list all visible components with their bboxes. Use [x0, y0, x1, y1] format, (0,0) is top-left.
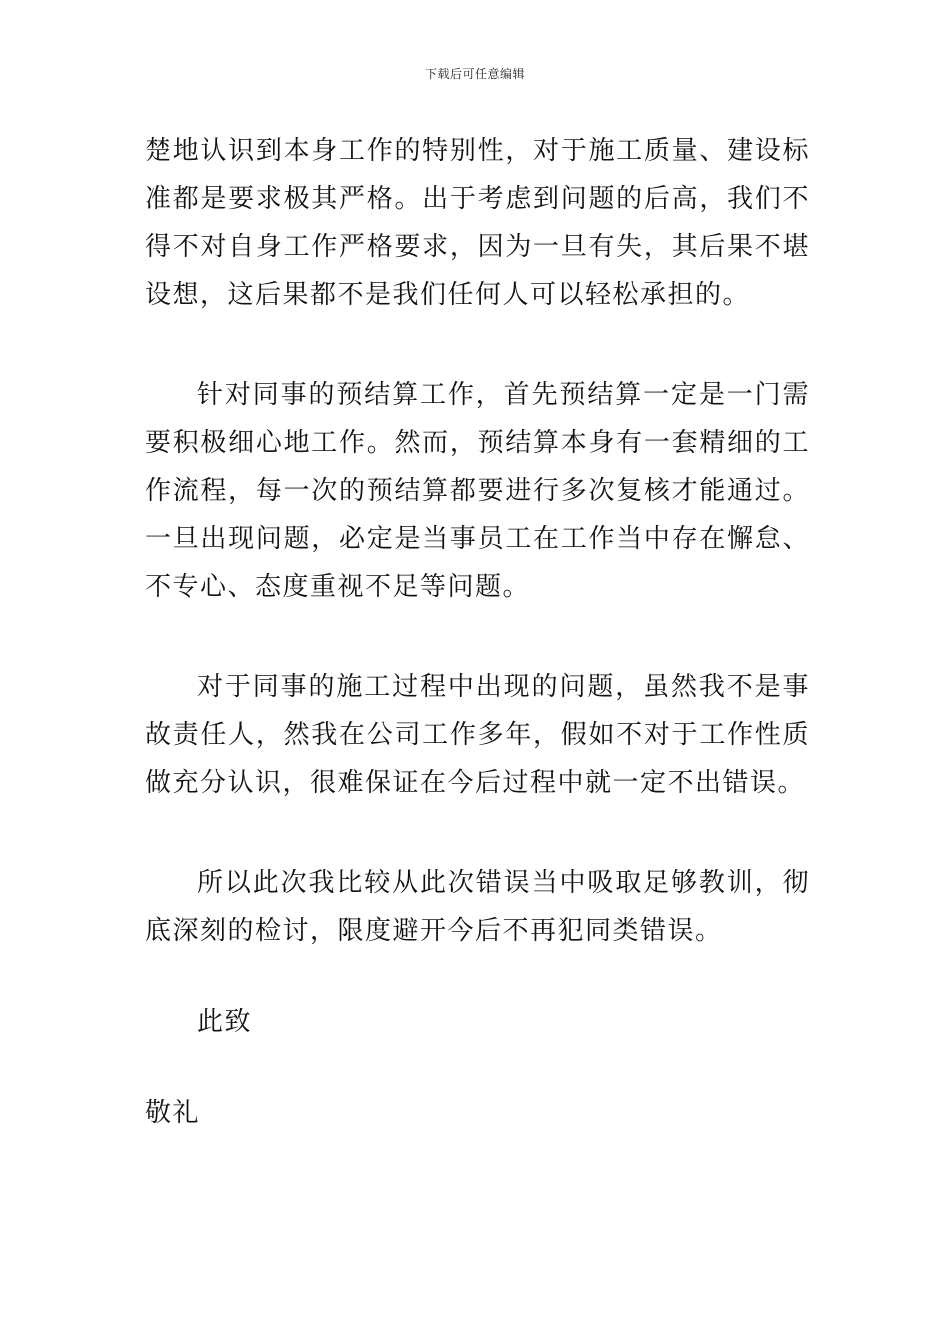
paragraph-4: 所以此次我比较从此次错误当中吸取足够教训，彻底深刻的检讨，限度避开今后不再犯同类错误。	[145, 868, 810, 946]
paragraph-2: 针对同事的预结算工作，首先预结算一定是一门需要积极细心地工作。然而，预结算本身有一套精细的工作流程，每一次的预结算都要进行多次复核才能通过。一旦出现问题，必定是当事员工在工作当中存在懈怠、不专心、态度重视不足等问题。	[145, 380, 810, 602]
page-header-note: 下载后可任意编辑	[424, 67, 525, 81]
document-body	[145, 127, 810, 1137]
paragraph-3: 对于同事的施工过程中出现的问题，虽然我不是事故责任人，然我在公司工作多年，假如不对于工作性质做充分认识，很难保证在今后过程中就一定不出错误。	[145, 672, 810, 798]
closing-regards: 敬礼	[145, 1098, 201, 1128]
closing-salutation: 此致	[197, 1007, 253, 1037]
paragraph-1: 楚地认识到本身工作的特别性，对于施工质量、建设标准都是要求极其严格。出于考虑到问题的后高，我们不得不对自身工作严格要求，因为一旦有失，其后果不堪设想，这后果都不是我们任何人可以轻松承担的。	[145, 136, 810, 310]
